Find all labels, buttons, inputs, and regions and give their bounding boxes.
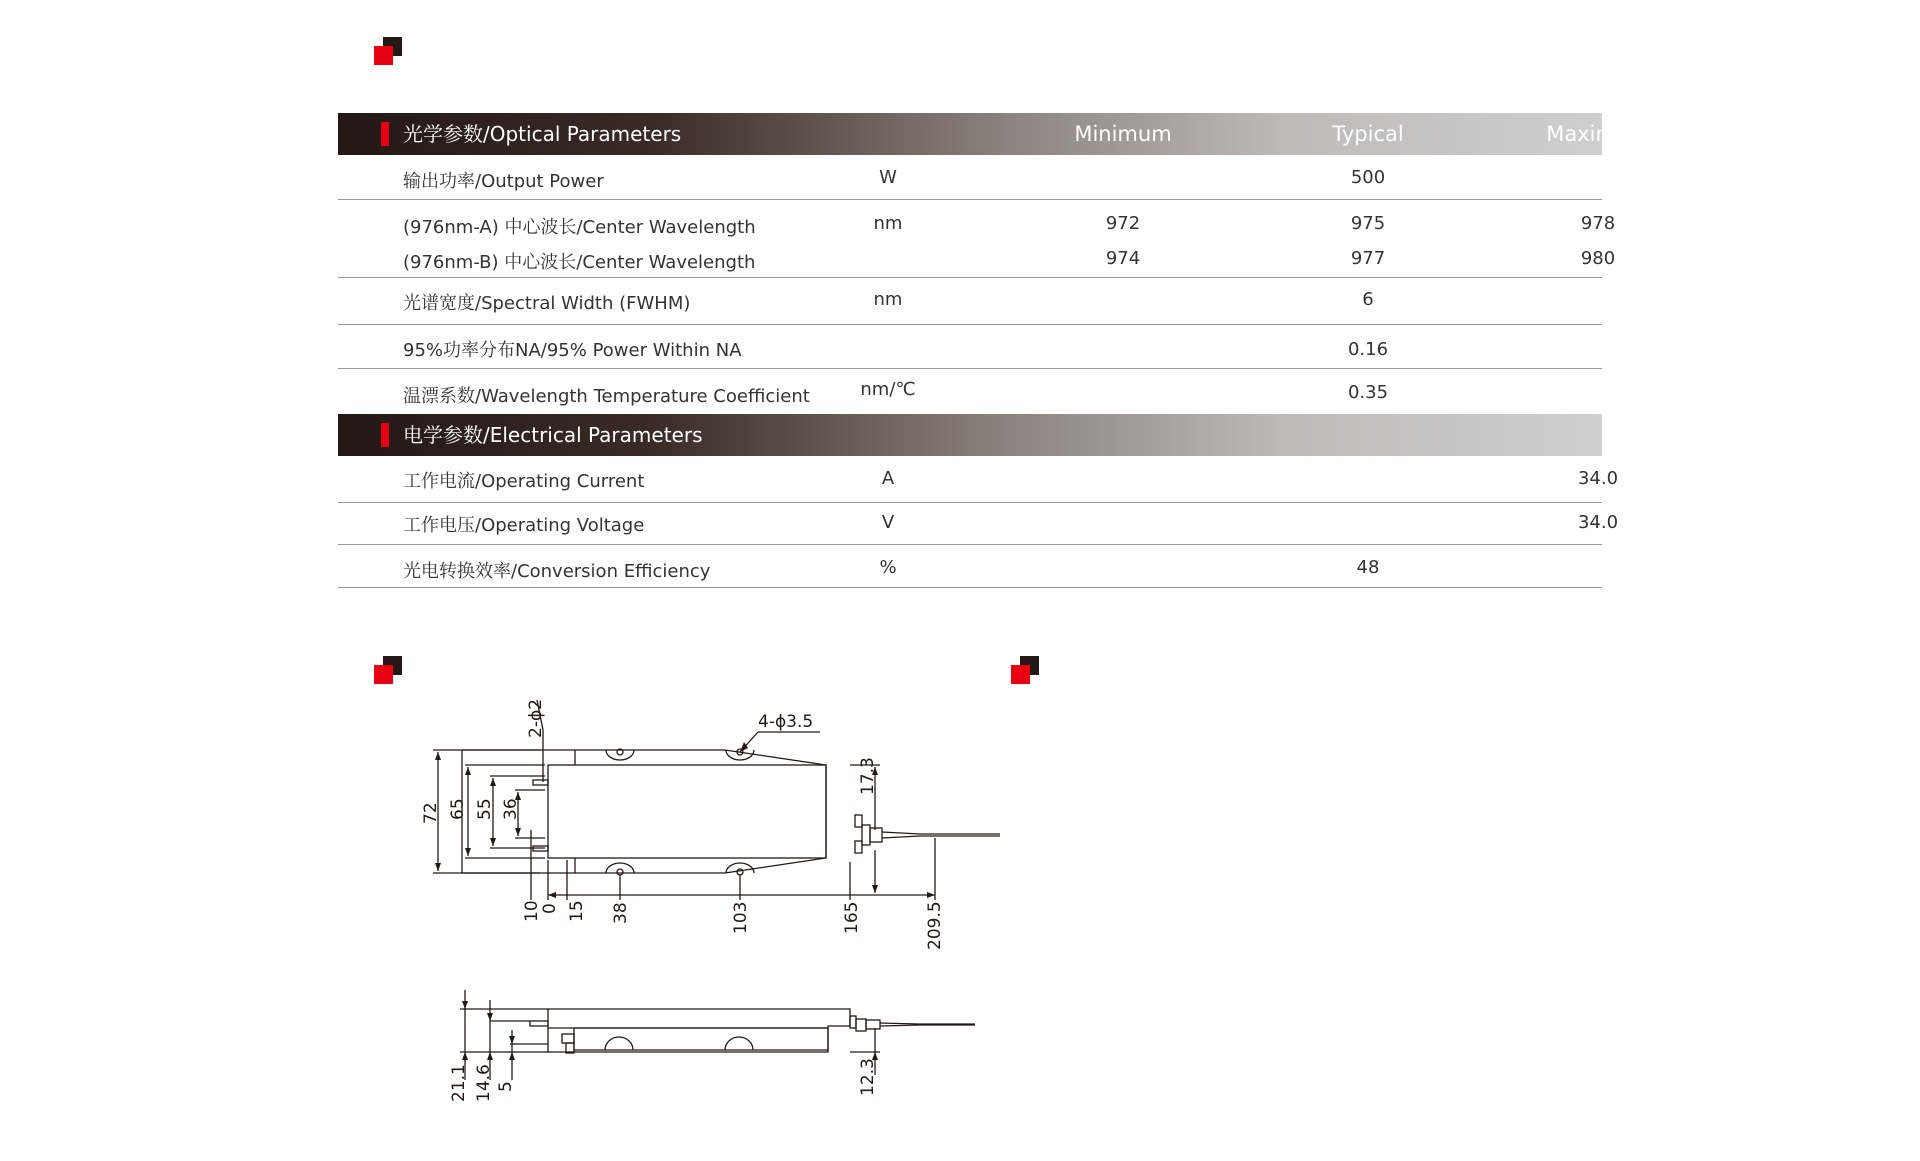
- param-name: 温漂系数/Wavelength Temperature Coefficient: [403, 386, 810, 407]
- param-name: 工作电流/Operating Current: [403, 471, 645, 492]
- dim-label: 103: [731, 901, 751, 934]
- dim-label: 14.6: [474, 1064, 494, 1102]
- dim-label: 5: [496, 1081, 516, 1092]
- param-typical: 0.16: [1347, 339, 1389, 360]
- param-name: 输出功率/Output Power: [403, 171, 604, 192]
- param-unit: W: [879, 167, 897, 188]
- optical-title: 光学参数/Optical Parameters: [403, 122, 682, 146]
- param-typical: 975: [1350, 213, 1386, 234]
- param-typical: 977: [1350, 248, 1386, 269]
- dim-label: 10: [522, 900, 542, 922]
- param-unit: A: [881, 468, 895, 489]
- param-typical: 0.35: [1347, 382, 1389, 403]
- dim-label: 12.3: [858, 1058, 878, 1096]
- dim-label: 55: [475, 798, 495, 820]
- param-name: 光电转换效率/Conversion Efficiency: [403, 561, 711, 582]
- param-minimum: 974: [1105, 248, 1141, 269]
- param-name: 光谱宽度/Spectral Width (FWHM): [403, 293, 691, 314]
- param-maximum: 980: [1580, 248, 1616, 269]
- dim-label: 0: [540, 903, 560, 914]
- electrical-title: 电学参数/Electrical Parameters: [403, 423, 703, 447]
- param-unit: %: [879, 557, 897, 578]
- param-maximum: 978: [1580, 213, 1616, 234]
- dim-label: 17.3: [858, 757, 878, 795]
- side-view: [460, 990, 975, 1080]
- dim-label: 165: [842, 901, 862, 934]
- param-name: 95%功率分布NA/95% Power Within NA: [403, 340, 742, 361]
- param-unit: nm: [873, 213, 903, 234]
- dim-label: 15: [567, 900, 587, 922]
- param-unit: V: [881, 512, 895, 533]
- side-view-dimension-labels: [449, 1058, 878, 1102]
- param-minimum: 972: [1105, 213, 1141, 234]
- param-typical: 6: [1362, 289, 1374, 310]
- param-name: (976nm-A) 中心波长/Center Wavelength: [403, 217, 756, 238]
- dim-label: 4-ϕ3.5: [758, 712, 814, 732]
- dim-label: 2-ϕ2: [526, 699, 546, 738]
- col-minimum: Minimum: [1074, 122, 1172, 146]
- param-typical: 48: [1356, 557, 1380, 578]
- dim-label: 21.1: [449, 1064, 469, 1102]
- param-unit: nm/℃: [860, 379, 916, 400]
- dim-label: 36: [501, 798, 521, 820]
- dim-label: 65: [448, 798, 468, 820]
- dim-label: 38: [611, 902, 631, 924]
- param-maximum: 34.0: [1577, 468, 1619, 489]
- dim-label: 209.5: [925, 901, 945, 950]
- col-maximum: Maximum: [1546, 122, 1650, 146]
- side-view-dimension-arrows: [462, 1001, 878, 1060]
- param-name: (976nm-B) 中心波长/Center Wavelength: [403, 252, 756, 273]
- param-name: 工作电压/Operating Voltage: [403, 515, 645, 536]
- dim-label: 72: [421, 802, 441, 824]
- param-unit: nm: [873, 289, 903, 310]
- col-typical: Typical: [1332, 122, 1404, 146]
- param-typical: 500: [1350, 167, 1386, 188]
- param-maximum: 34.0: [1577, 512, 1619, 533]
